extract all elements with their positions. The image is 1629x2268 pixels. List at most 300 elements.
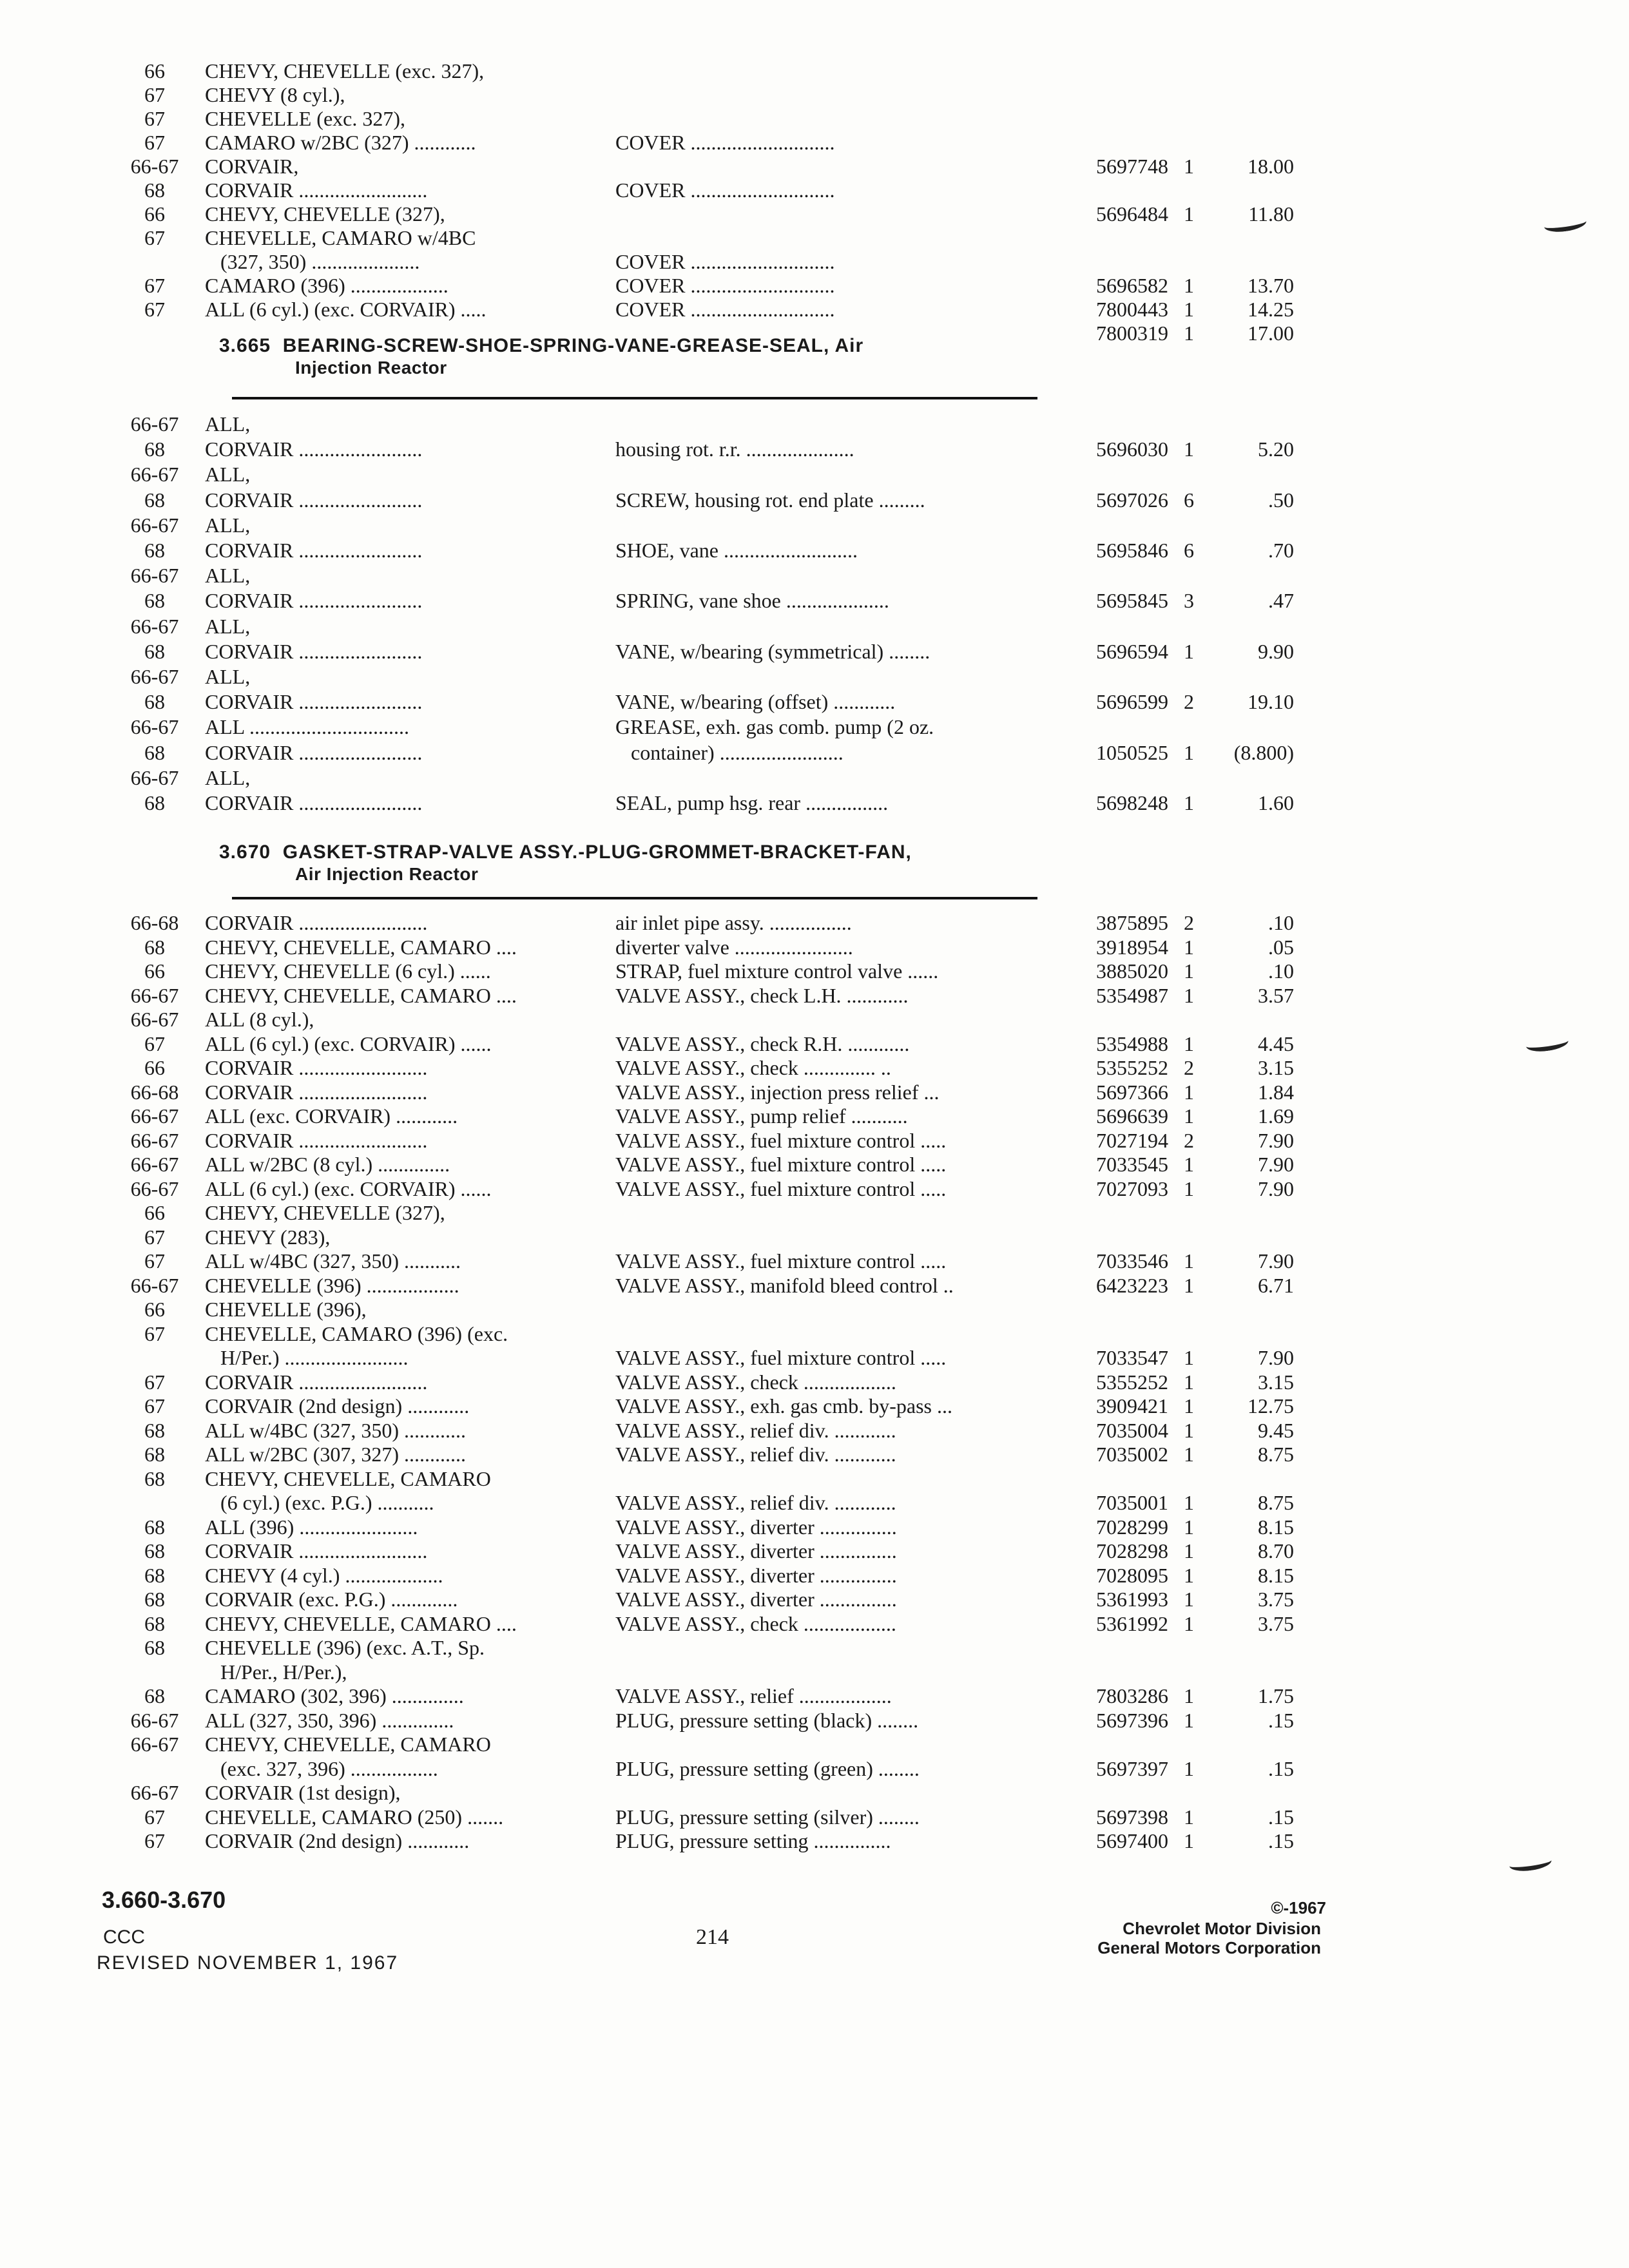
row-quantity: 1 — [1184, 298, 1194, 321]
row-quantity: 1 — [1184, 1104, 1194, 1128]
row-quantity: 1 — [1184, 1564, 1194, 1587]
row-price: 14.25 — [1248, 298, 1294, 321]
row-part-description: VALVE ASSY., relief div. ............ — [615, 1443, 896, 1466]
row-price: 3.75 — [1258, 1612, 1294, 1635]
row-part-description: VANE, w/bearing (symmetrical) ........ — [615, 640, 930, 663]
row-year: 67 — [144, 131, 165, 154]
row-year: 66-67 — [130, 155, 179, 178]
row-quantity: 1 — [1184, 1829, 1194, 1852]
row-model: CAMARO (396) ................... — [205, 274, 448, 297]
section-rule — [232, 397, 1037, 399]
row-quantity: 1 — [1184, 1588, 1194, 1611]
row-year: 68 — [144, 1564, 165, 1587]
row-part-number: 5696639 — [1096, 1104, 1168, 1128]
row-price: 1.69 — [1258, 1104, 1294, 1128]
row-part-number: 5696484 — [1096, 202, 1168, 226]
row-model: CORVAIR ........................ — [205, 437, 423, 461]
row-year: 68 — [144, 1515, 165, 1539]
catalog-code: CCC — [103, 1927, 145, 1948]
row-price: 13.70 — [1248, 274, 1294, 297]
row-quantity: 1 — [1184, 155, 1194, 178]
row-quantity: 2 — [1184, 1129, 1194, 1152]
row-quantity: 1 — [1184, 437, 1194, 461]
row-part-description: VALVE ASSY., diverter ............... — [615, 1539, 897, 1562]
row-part-number: 7028298 — [1096, 1539, 1168, 1562]
row-year: 68 — [144, 1684, 165, 1707]
row-part-description: container) ........................ — [615, 741, 843, 764]
row-price: 18.00 — [1248, 155, 1294, 178]
row-part-number: 5354988 — [1096, 1032, 1168, 1055]
row-model: CORVAIR ........................ — [205, 690, 423, 713]
row-model: ALL ............................... — [205, 715, 410, 738]
row-part-description: VALVE ASSY., exh. gas cmb. by-pass ... — [615, 1394, 952, 1418]
row-part-number: 5361992 — [1096, 1612, 1168, 1635]
row-year: 66-67 — [130, 615, 179, 638]
row-model: CHEVY (4 cyl.) ................... — [205, 1564, 443, 1587]
row-year: 66-67 — [130, 1781, 179, 1804]
row-part-description: VALVE ASSY., fuel mixture control ..... — [615, 1346, 947, 1369]
row-part-number: 5697398 — [1096, 1805, 1168, 1829]
row-year: 66-67 — [130, 665, 179, 688]
row-quantity: 1 — [1184, 1491, 1194, 1514]
revision-date: REVISED NOVEMBER 1, 1967 — [97, 1952, 399, 1974]
row-quantity: 1 — [1184, 202, 1194, 226]
row-part-description: COVER ............................ — [615, 298, 835, 321]
row-year: 68 — [144, 1539, 165, 1562]
row-year: 67 — [144, 107, 165, 130]
row-price: 8.15 — [1258, 1564, 1294, 1587]
row-model: ALL (6 cyl.) (exc. CORVAIR) ..... — [205, 298, 487, 321]
row-part-number: 7028299 — [1096, 1515, 1168, 1539]
row-price: .15 — [1268, 1829, 1294, 1852]
row-quantity: 1 — [1184, 1346, 1194, 1369]
section-header — [219, 335, 863, 379]
row-model: ALL, — [205, 766, 251, 789]
row-year: 68 — [144, 1588, 165, 1611]
row-year: 67 — [144, 1225, 165, 1249]
row-model: ALL w/2BC (307, 327) ............ — [205, 1443, 467, 1466]
copyright: ©-1967 — [1271, 1898, 1326, 1917]
row-quantity: 1 — [1184, 1805, 1194, 1829]
row-quantity: 1 — [1184, 984, 1194, 1007]
row-year: 68 — [144, 1612, 165, 1635]
row-price: 1.84 — [1258, 1081, 1294, 1104]
row-part-number: 7027194 — [1096, 1129, 1168, 1152]
row-part-description: VALVE ASSY., fuel mixture control ..... — [615, 1129, 947, 1152]
row-price: 7.90 — [1258, 1346, 1294, 1369]
row-part-number: 5697396 — [1096, 1709, 1168, 1732]
row-part-number: 5698248 — [1096, 791, 1168, 814]
row-year: 66-67 — [130, 564, 179, 587]
row-part-number: 7035001 — [1096, 1491, 1168, 1514]
row-year: 66-67 — [130, 1733, 179, 1756]
section-code: 3.665 — [219, 335, 271, 356]
row-year: 66-68 — [130, 911, 179, 934]
row-model: CHEVY, CHEVELLE, CAMARO .... — [205, 984, 517, 1007]
row-quantity: 1 — [1184, 1394, 1194, 1418]
row-model: CORVAIR (2nd design) ............ — [205, 1394, 470, 1418]
row-price: 4.45 — [1258, 1032, 1294, 1055]
row-part-description: VANE, w/bearing (offset) ............ — [615, 690, 896, 713]
row-part-number: 5697026 — [1096, 488, 1168, 512]
row-year: 66 — [144, 1298, 165, 1321]
row-quantity: 1 — [1184, 1515, 1194, 1539]
row-quantity: 1 — [1184, 1684, 1194, 1707]
row-part-description: SHOE, vane .......................... — [615, 539, 858, 562]
row-model: H/Per.) ........................ — [205, 1346, 409, 1369]
row-year: 66-67 — [130, 715, 179, 738]
row-year: 68 — [144, 539, 165, 562]
row-quantity: 1 — [1184, 1249, 1194, 1273]
row-price: 19.10 — [1248, 690, 1294, 713]
row-part-number: 7033545 — [1096, 1153, 1168, 1176]
row-price: 11.80 — [1248, 202, 1294, 226]
row-model: ALL (exc. CORVAIR) ............ — [205, 1104, 458, 1128]
row-quantity: 1 — [1184, 791, 1194, 814]
row-year: 66 — [144, 59, 165, 82]
row-quantity: 1 — [1184, 1032, 1194, 1055]
row-year: 67 — [144, 1032, 165, 1055]
row-price: 8.15 — [1258, 1515, 1294, 1539]
row-quantity: 1 — [1184, 1081, 1194, 1104]
row-model: CORVAIR ......................... — [205, 178, 428, 202]
row-part-description: STRAP, fuel mixture control valve ...... — [615, 959, 939, 983]
row-part-description: COVER ............................ — [615, 178, 835, 202]
row-part-number: 5355252 — [1096, 1056, 1168, 1079]
row-model: CORVAIR (exc. P.G.) ............. — [205, 1588, 458, 1611]
row-part-number: 5697748 — [1096, 155, 1168, 178]
row-part-description: VALVE ASSY., diverter ............... — [615, 1515, 897, 1539]
row-model: CAMARO w/2BC (327) ............ — [205, 131, 476, 154]
row-quantity: 1 — [1184, 936, 1194, 959]
row-part-description: PLUG, pressure setting (black) ........ — [615, 1709, 919, 1732]
row-price: .47 — [1268, 589, 1294, 612]
row-model: ALL w/4BC (327, 350) ........... — [205, 1249, 461, 1273]
row-year: 66-67 — [130, 984, 179, 1007]
row-model: CORVAIR ......................... — [205, 1539, 428, 1562]
row-model: CORVAIR ........................ — [205, 539, 423, 562]
section-range: 3.660-3.670 — [102, 1887, 226, 1913]
section-code: 3.670 — [219, 841, 271, 863]
row-model: ALL, — [205, 463, 251, 486]
margin-mark — [1509, 1853, 1553, 1874]
section-rule — [232, 897, 1037, 899]
row-price: 7.90 — [1258, 1153, 1294, 1176]
row-price: 3.57 — [1258, 984, 1294, 1007]
row-model: CAMARO (302, 396) .............. — [205, 1684, 464, 1707]
row-part-number: 3909421 — [1096, 1394, 1168, 1418]
row-year: 68 — [144, 1467, 165, 1490]
row-year: 67 — [144, 1249, 165, 1273]
row-model: ALL (396) ....................... — [205, 1515, 418, 1539]
row-part-description: air inlet pipe assy. ................ — [615, 911, 852, 934]
margin-mark — [1525, 1033, 1570, 1054]
row-quantity: 6 — [1184, 488, 1194, 512]
row-year: 68 — [144, 791, 165, 814]
row-year: 68 — [144, 690, 165, 713]
row-part-description: VALVE ASSY., check .................. — [615, 1370, 896, 1394]
row-model: ALL (6 cyl.) (exc. CORVAIR) ...... — [205, 1177, 492, 1200]
row-part-description: VALVE ASSY., fuel mixture control ..... — [615, 1177, 947, 1200]
row-year: 67 — [144, 1829, 165, 1852]
row-part-description: PLUG, pressure setting (silver) ........ — [615, 1805, 920, 1829]
row-model: CHEVY, CHEVELLE (327), — [205, 1201, 445, 1224]
row-price: .10 — [1268, 959, 1294, 983]
row-year: 68 — [144, 488, 165, 512]
row-model: ALL, — [205, 665, 251, 688]
row-model: CHEVY, CHEVELLE (exc. 327), — [205, 59, 485, 82]
row-quantity: 3 — [1184, 589, 1194, 612]
row-quantity: 1 — [1184, 1153, 1194, 1176]
row-part-number: 5695845 — [1096, 589, 1168, 612]
row-part-description: SCREW, housing rot. end plate ......... — [615, 488, 925, 512]
row-part-number: 5354987 — [1096, 984, 1168, 1007]
row-year: 66-67 — [130, 1274, 179, 1297]
row-part-number: 5697366 — [1096, 1081, 1168, 1104]
row-price: .50 — [1268, 488, 1294, 512]
row-year: 67 — [144, 226, 165, 249]
row-part-description: VALVE ASSY., check .............. .. — [615, 1056, 891, 1079]
row-year: 67 — [144, 274, 165, 297]
row-quantity: 1 — [1184, 322, 1194, 345]
row-model: CHEVY, CHEVELLE (6 cyl.) ...... — [205, 959, 491, 983]
row-price: 3.15 — [1258, 1370, 1294, 1394]
row-year: 68 — [144, 178, 165, 202]
row-model: CHEVY (283), — [205, 1225, 331, 1249]
row-model: CORVAIR ........................ — [205, 640, 423, 663]
row-part-description: VALVE ASSY., relief .................. — [615, 1684, 892, 1707]
row-part-number: 5355252 — [1096, 1370, 1168, 1394]
row-part-number: 7800443 — [1096, 298, 1168, 321]
section-subtitle: Air Injection Reactor — [295, 864, 479, 884]
row-quantity: 1 — [1184, 1274, 1194, 1297]
row-year: 67 — [144, 298, 165, 321]
row-part-description: COVER ............................ — [615, 250, 835, 273]
section-header — [219, 841, 912, 885]
row-part-description: SPRING, vane shoe .................... — [615, 589, 889, 612]
row-part-number: 7035004 — [1096, 1419, 1168, 1442]
row-model: CHEVY, CHEVELLE, CAMARO .... — [205, 936, 517, 959]
row-model: H/Per., H/Per.), — [205, 1660, 347, 1684]
row-model: ALL w/2BC (8 cyl.) .............. — [205, 1153, 450, 1176]
row-model: ALL w/4BC (327, 350) ............ — [205, 1419, 467, 1442]
row-part-description: VALVE ASSY., injection press relief ... — [615, 1081, 940, 1104]
row-part-number: 7028095 — [1096, 1564, 1168, 1587]
row-model: ALL, — [205, 412, 251, 436]
row-model: CORVAIR ........................ — [205, 791, 423, 814]
row-price: 8.75 — [1258, 1443, 1294, 1466]
row-model: CORVAIR, — [205, 155, 299, 178]
row-price: 6.71 — [1258, 1274, 1294, 1297]
row-price: 5.20 — [1258, 437, 1294, 461]
row-part-number: 7033547 — [1096, 1346, 1168, 1369]
row-quantity: 1 — [1184, 274, 1194, 297]
row-part-description: VALVE ASSY., manifold bleed control .. — [615, 1274, 954, 1297]
row-year: 66 — [144, 1201, 165, 1224]
row-part-number: 5695846 — [1096, 539, 1168, 562]
row-model: CHEVELLE, CAMARO (396) (exc. — [205, 1322, 508, 1345]
row-part-description: VALVE ASSY., pump relief ........... — [615, 1104, 908, 1128]
row-price: 1.60 — [1258, 791, 1294, 814]
row-price: 9.45 — [1258, 1419, 1294, 1442]
row-part-description: VALVE ASSY., fuel mixture control ..... — [615, 1249, 947, 1273]
row-price: (8.800) — [1233, 741, 1294, 764]
row-model: ALL, — [205, 514, 251, 537]
row-part-number: 5697400 — [1096, 1829, 1168, 1852]
row-year: 66-67 — [130, 766, 179, 789]
row-price: 8.70 — [1258, 1539, 1294, 1562]
row-part-description: VALVE ASSY., fuel mixture control ..... — [615, 1153, 947, 1176]
row-model: CHEVY, CHEVELLE, CAMARO .... — [205, 1612, 517, 1635]
row-year: 67 — [144, 83, 165, 106]
row-price: 3.75 — [1258, 1588, 1294, 1611]
row-year: 66 — [144, 202, 165, 226]
row-model: CHEVELLE (exc. 327), — [205, 107, 406, 130]
row-year: 66-68 — [130, 1081, 179, 1104]
row-quantity: 1 — [1184, 741, 1194, 764]
row-year: 66-67 — [130, 1104, 179, 1128]
row-model: CORVAIR (1st design), — [205, 1781, 401, 1804]
row-part-description: housing rot. r.r. ..................... — [615, 437, 854, 461]
row-model: CORVAIR ........................ — [205, 589, 423, 612]
row-model: CHEVY, CHEVELLE, CAMARO — [205, 1467, 491, 1490]
row-part-description: VALVE ASSY., check .................. — [615, 1612, 896, 1635]
row-part-number: 7800319 — [1096, 322, 1168, 345]
row-price: 17.00 — [1248, 322, 1294, 345]
margin-mark — [1543, 214, 1588, 235]
row-price: .15 — [1268, 1757, 1294, 1780]
row-price: 7.90 — [1258, 1177, 1294, 1200]
row-model: ALL (6 cyl.) (exc. CORVAIR) ...... — [205, 1032, 492, 1055]
row-part-number: 5696594 — [1096, 640, 1168, 663]
row-part-number: 3918954 — [1096, 936, 1168, 959]
row-price: 12.75 — [1248, 1394, 1294, 1418]
row-quantity: 1 — [1184, 1177, 1194, 1200]
row-part-description: GREASE, exh. gas comb. pump (2 oz. — [615, 715, 934, 738]
row-year: 68 — [144, 741, 165, 764]
row-price: .15 — [1268, 1805, 1294, 1829]
row-quantity: 1 — [1184, 1443, 1194, 1466]
row-year: 68 — [144, 640, 165, 663]
row-quantity: 2 — [1184, 911, 1194, 934]
row-part-number: 1050525 — [1096, 741, 1168, 764]
section-title: BEARING-SCREW-SHOE-SPRING-VANE-GREASE-SEAL, Air — [282, 335, 864, 356]
row-model: CHEVELLE (396) (exc. A.T., Sp. — [205, 1636, 485, 1659]
row-part-description: VALVE ASSY., diverter ............... — [615, 1564, 897, 1587]
row-model: CHEVELLE, CAMARO w/4BC — [205, 226, 476, 249]
row-model: CHEVELLE (396), — [205, 1298, 367, 1321]
row-part-number: 3885020 — [1096, 959, 1168, 983]
corporation-name: General Motors Corporation — [1097, 1938, 1321, 1957]
row-year: 66-67 — [130, 1008, 179, 1031]
row-price: 3.15 — [1258, 1056, 1294, 1079]
row-price: .10 — [1268, 911, 1294, 934]
row-model: ALL (8 cyl.), — [205, 1008, 314, 1031]
row-part-number: 7027093 — [1096, 1177, 1168, 1200]
row-part-description: COVER ............................ — [615, 274, 835, 297]
row-part-number: 7803286 — [1096, 1684, 1168, 1707]
row-model: CHEVY (8 cyl.), — [205, 83, 345, 106]
row-price: 8.75 — [1258, 1491, 1294, 1514]
row-model: CHEVY, CHEVELLE, CAMARO — [205, 1733, 491, 1756]
division-name: Chevrolet Motor Division — [1123, 1919, 1321, 1938]
row-model: CORVAIR ........................ — [205, 741, 423, 764]
row-price: .15 — [1268, 1709, 1294, 1732]
row-part-number: 5696582 — [1096, 274, 1168, 297]
row-year: 66 — [144, 1056, 165, 1079]
row-year: 68 — [144, 589, 165, 612]
row-quantity: 1 — [1184, 1539, 1194, 1562]
row-year: 66-67 — [130, 412, 179, 436]
row-year: 66-67 — [130, 1177, 179, 1200]
row-model: (327, 350) ..................... — [205, 250, 420, 273]
row-model: ALL, — [205, 615, 251, 638]
row-part-description: VALVE ASSY., check L.H. ............ — [615, 984, 909, 1007]
row-price: 7.90 — [1258, 1249, 1294, 1273]
row-part-description: VALVE ASSY., relief div. ............ — [615, 1491, 896, 1514]
row-price: 7.90 — [1258, 1129, 1294, 1152]
row-quantity: 2 — [1184, 1056, 1194, 1079]
row-part-description: VALVE ASSY., check R.H. ............ — [615, 1032, 910, 1055]
row-model: CORVAIR ........................ — [205, 488, 423, 512]
row-model: CORVAIR (2nd design) ............ — [205, 1829, 470, 1852]
row-price: 9.90 — [1258, 640, 1294, 663]
row-part-number: 5697397 — [1096, 1757, 1168, 1780]
row-year: 66-67 — [130, 1153, 179, 1176]
row-year: 66-67 — [130, 514, 179, 537]
row-part-description: PLUG, pressure setting ............... — [615, 1829, 891, 1852]
row-year: 66-67 — [130, 1129, 179, 1152]
row-part-number: 3875895 — [1096, 911, 1168, 934]
row-quantity: 1 — [1184, 1709, 1194, 1732]
row-part-description: VALVE ASSY., diverter ............... — [615, 1588, 897, 1611]
row-model: ALL, — [205, 564, 251, 587]
row-part-description: PLUG, pressure setting (green) ........ — [615, 1757, 920, 1780]
row-price: .70 — [1268, 539, 1294, 562]
row-quantity: 1 — [1184, 1757, 1194, 1780]
row-quantity: 1 — [1184, 959, 1194, 983]
row-year: 66-67 — [130, 1709, 179, 1732]
row-year: 67 — [144, 1370, 165, 1394]
page-number: 214 — [696, 1925, 729, 1949]
row-model: CORVAIR ......................... — [205, 1081, 428, 1104]
row-part-number: 7033546 — [1096, 1249, 1168, 1273]
row-model: CORVAIR ......................... — [205, 1129, 428, 1152]
row-part-number: 5696030 — [1096, 437, 1168, 461]
row-part-number: 5696599 — [1096, 690, 1168, 713]
row-model: CHEVELLE (396) .................. — [205, 1274, 459, 1297]
row-part-description: SEAL, pump hsg. rear ................ — [615, 791, 889, 814]
row-model: CORVAIR ......................... — [205, 911, 428, 934]
section-title: GASKET-STRAP-VALVE ASSY.-PLUG-GROMMET-BRACKET-FAN, — [282, 841, 912, 863]
row-year: 68 — [144, 936, 165, 959]
row-year: 67 — [144, 1805, 165, 1829]
section-subtitle: Injection Reactor — [295, 358, 447, 378]
row-year: 66 — [144, 959, 165, 983]
row-price: 1.75 — [1258, 1684, 1294, 1707]
row-part-number: 7035002 — [1096, 1443, 1168, 1466]
row-year: 68 — [144, 437, 165, 461]
row-year: 67 — [144, 1322, 165, 1345]
row-part-description: diverter valve ....................... — [615, 936, 853, 959]
row-year: 67 — [144, 1394, 165, 1418]
row-model: CHEVY, CHEVELLE (327), — [205, 202, 445, 226]
row-quantity: 1 — [1184, 640, 1194, 663]
row-quantity: 6 — [1184, 539, 1194, 562]
row-model: CORVAIR ......................... — [205, 1370, 428, 1394]
row-part-number: 6423223 — [1096, 1274, 1168, 1297]
row-year: 68 — [144, 1636, 165, 1659]
